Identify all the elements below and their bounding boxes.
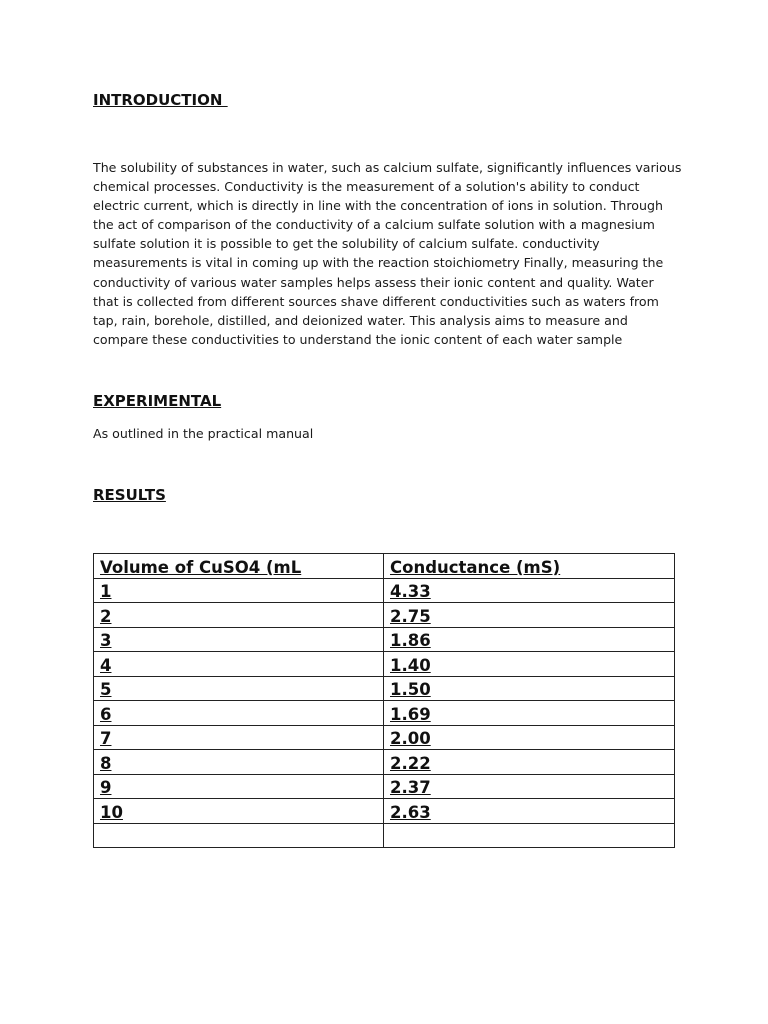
table-row [94,676,675,701]
conductance-cell: 2.00 [384,725,675,750]
volume-cell: 4 [94,652,384,677]
volume-cell: 8 [94,750,384,775]
header-volume: Volume of CuSO4 (mL [94,554,384,579]
header-conductance: Conductance (mS) [384,554,675,579]
volume-cell: 1 [94,578,384,603]
experimental-heading: EXPERIMENTAL [93,392,222,410]
table-row [94,750,675,775]
volume-cell [94,823,384,848]
results-heading: RESULTS [93,486,166,504]
conductance-cell: 1.69 [384,701,675,726]
table-row-empty [94,823,675,848]
conductance-cell: 2.22 [384,750,675,775]
table-row [94,799,675,824]
volume-cell: 9 [94,774,384,799]
table-row [94,603,675,628]
conductance-cell [384,823,675,848]
volume-cell: 7 [94,725,384,750]
table-row [94,725,675,750]
table-row [94,627,675,652]
conductance-cell: 2.63 [384,799,675,824]
results-table [93,553,675,848]
conductance-cell: 2.37 [384,774,675,799]
conductance-cell: 2.75 [384,603,675,628]
conductance-cell: 1.50 [384,676,675,701]
introduction-paragraph: The solubility of substances in water, such as calcium sulfate, significantly influences various chemical processes. Conductivity is the measurement of a solution's ability to conduct electric current, which is directly in line with the concentration of ions in solution. Through the act of comparison of the conductivity of a calcium sulfate solution with a magnesium sulfate solution it is possible to get the solubility of calcium sulfate. conductivity measurements is vital in coming up with the reaction stoichiometry Finally, measuring the conductivity of various water samples helps assess their ionic content and quality. Water that is collected from different sources shave different conductivities such as waters from tap, rain, borehole, distilled, and deionized water. This analysis aims to measure and compare these conductivities to understand the ionic content of each water sample [93,160,682,347]
volume-cell: 5 [94,676,384,701]
table-row [94,701,675,726]
conductance-cell: 1.40 [384,652,675,677]
volume-cell: 3 [94,627,384,652]
conductance-cell: 4.33 [384,578,675,603]
volume-cell: 2 [94,603,384,628]
introduction-heading: INTRODUCTION [93,91,228,109]
experimental-text: As outlined in the practical manual [93,426,314,441]
table-row [94,774,675,799]
volume-cell: 6 [94,701,384,726]
table-header-row [94,554,675,579]
table-row [94,652,675,677]
table-row [94,578,675,603]
volume-cell: 10 [94,799,384,824]
conductance-cell: 1.86 [384,627,675,652]
